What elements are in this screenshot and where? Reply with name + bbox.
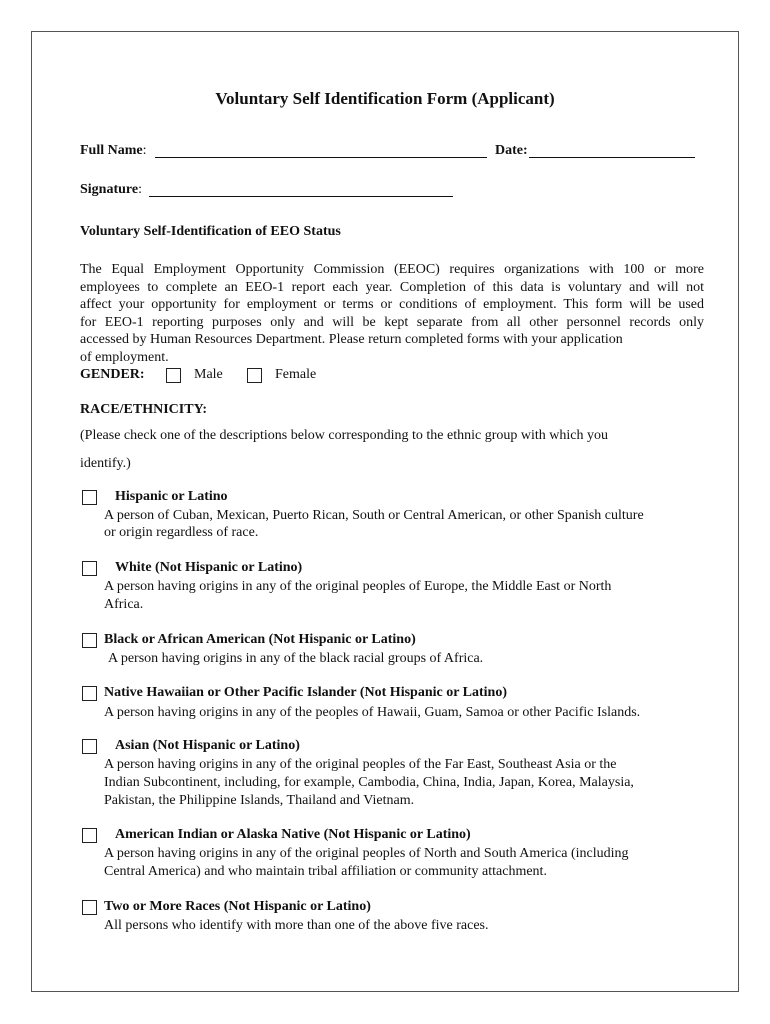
race-american-indian-checkbox[interactable] [82,828,97,843]
race-two-or-more-checkbox[interactable] [82,900,97,915]
gender-female-checkbox[interactable] [247,368,262,383]
race-option-desc: A person of Cuban, Mexican, Puerto Rican, South or Central American, or other Spanish culture [104,508,644,523]
gender-female-label: Female [275,367,317,382]
race-option-title: White (Not Hispanic or Latino) [115,560,303,575]
race-option-desc: A person having origins in any of the peoples of Hawaii, Guam, Samoa or other Pacific Islands. [104,705,641,720]
gender-male-label: Male [194,367,223,382]
eeo-line: employees to complete an EEO-1 report each year. Completion of this data is voluntary and will not [80,279,704,295]
race-option-desc: Africa. [104,597,144,612]
eeo-line: for EEO-1 reporting purposes only and will be kept separate from all other personnel records only [80,314,704,330]
gender-label: GENDER: [80,367,145,382]
race-option-title: Hispanic or Latino [115,489,228,504]
race-black-checkbox[interactable] [82,633,97,648]
race-option-desc: A person having origins in any of the original peoples of Europe, the Middle East or North [104,579,612,594]
form-page [31,31,739,992]
eeo-line: of employment. [80,349,169,365]
eeo-heading: Voluntary Self-Identification of EEO Status [80,224,341,239]
eeo-line: accessed by Human Resources Department. Please return completed forms with your application [80,332,623,347]
race-option-desc: A person having origins in any of the black racial groups of Africa. [108,651,484,666]
race-instruction: identify.) [80,456,131,471]
race-option-title: Native Hawaiian or Other Pacific Islander (Not Hispanic or Latino) [104,685,508,700]
race-option-desc: A person having origins in any of the original peoples of North and South America (including [104,846,629,861]
race-option-desc: Central America) and who maintain tribal affiliation or community attachment. [104,864,547,879]
form-title: Voluntary Self Identification Form (Applicant) [215,89,555,108]
race-hawaiian-checkbox[interactable] [82,686,97,701]
eeo-line: The Equal Employment Opportunity Commission (EEOC) requires organizations with 100 or more [80,262,704,277]
race-option-desc: Pakistan, the Philippine Islands, Thailand and Vietnam. [104,793,415,808]
race-option-desc: All persons who identify with more than one of the above five races. [104,918,489,933]
race-option-title: Two or More Races (Not Hispanic or Latino) [104,899,371,914]
full-name-field[interactable] [155,157,487,158]
full-name-label: Full Name: [80,143,147,158]
race-option-title: Asian (Not Hispanic or Latino) [115,738,300,753]
eeo-line: affect your opportunity for employment or terms or conditions of employment. This form will be used [80,297,704,312]
gender-male-checkbox[interactable] [166,368,181,383]
race-option-desc: Indian Subcontinent, including, for example, Cambodia, China, India, Japan, Korea, Malaysia, [104,775,634,790]
race-option-title: American Indian or Alaska Native (Not Hispanic or Latino) [115,827,471,842]
eeo-paragraph [80,261,704,366]
race-white-checkbox[interactable] [82,561,97,576]
signature-label: Signature: [80,182,142,197]
race-heading: RACE/ETHNICITY: [80,402,208,417]
date-field[interactable] [529,157,695,158]
race-option-desc: or origin regardless of race. [104,525,259,540]
race-instruction: (Please check one of the descriptions below corresponding to the ethnic group with which you [80,428,608,443]
race-option-desc: A person having origins in any of the original peoples of the Far East, Southeast Asia or the [104,757,617,772]
race-asian-checkbox[interactable] [82,739,97,754]
race-option-title: Black or African American (Not Hispanic or Latino) [104,632,416,647]
date-label: Date: [495,143,528,158]
signature-field[interactable] [149,196,453,197]
race-hispanic-checkbox[interactable] [82,490,97,505]
